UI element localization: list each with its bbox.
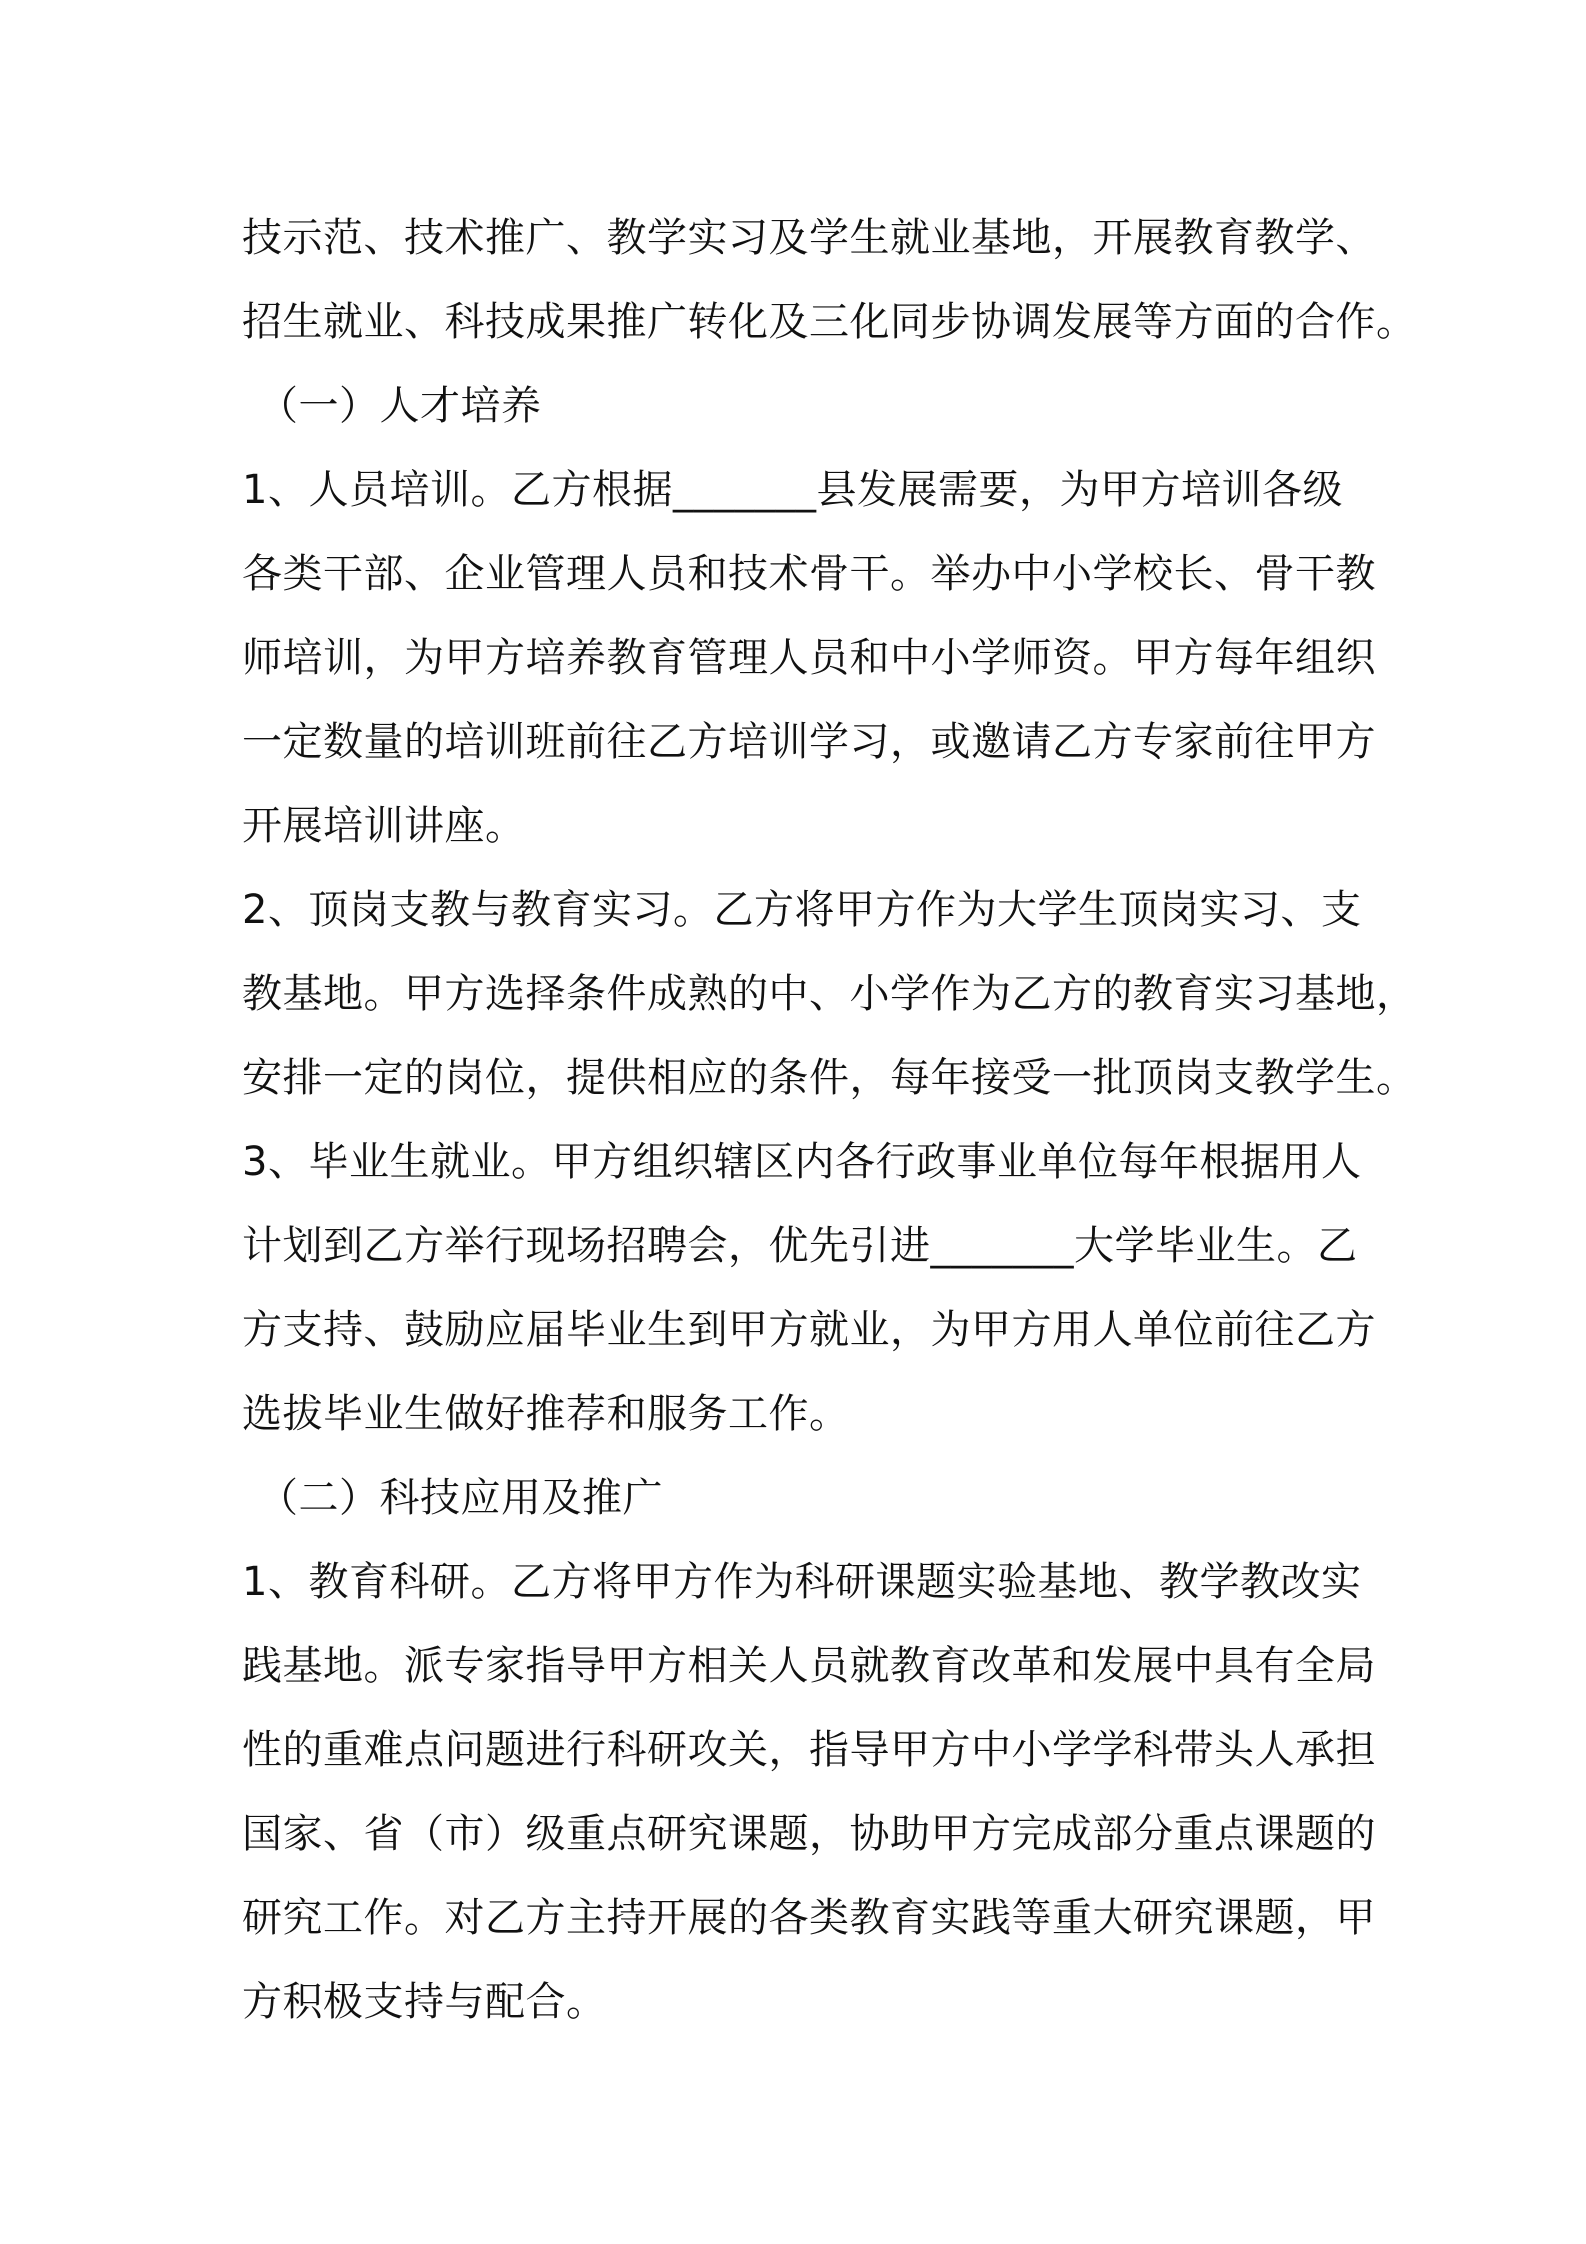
text-line-4: 1、人员培训。乙方根据_______县发展需要，为甲方培训各级 xyxy=(242,467,1343,513)
text-line-15: 选拔毕业生做好推荐和服务工作。 xyxy=(242,1391,850,1437)
text-line-9: 2、顶岗支教与教育实习。乙方将甲方作为大学生顶岗实习、支 xyxy=(242,887,1362,933)
section-heading-talent-training: （一）人才培养 xyxy=(258,383,542,429)
text-line-8: 开展培训讲座。 xyxy=(242,803,526,849)
text-line-22: 方积极支持与配合。 xyxy=(242,1979,607,2025)
text-line-6: 师培训，为甲方培养教育管理人员和中小学师资。甲方每年组织 xyxy=(242,635,1376,681)
text-line-21: 研究工作。对乙方主持开展的各类教育实践等重大研究课题，甲 xyxy=(242,1895,1376,1941)
text-line-5: 各类干部、企业管理人员和技术骨干。举办中小学校长、骨干教 xyxy=(242,551,1376,597)
text-line-11: 安排一定的岗位，提供相应的条件，每年接受一批顶岗支教学生。 xyxy=(242,1055,1417,1101)
text-line-7: 一定数量的培训班前往乙方培训学习，或邀请乙方专家前往甲方 xyxy=(242,719,1376,765)
text-line-13: 计划到乙方举行现场招聘会，优先引进_______大学毕业生。乙 xyxy=(242,1223,1358,1269)
text-line-2: 招生就业、科技成果推广转化及三化同步协调发展等方面的合作。 xyxy=(242,299,1417,345)
text-line-19: 性的重难点问题进行科研攻关，指导甲方中小学学科带头人承担 xyxy=(242,1727,1376,1773)
section-heading-tech-application: （二）科技应用及推广 xyxy=(258,1475,663,1521)
text-line-18: 践基地。派专家指导甲方相关人员就教育改革和发展中具有全局 xyxy=(242,1643,1376,1689)
text-line-20: 国家、省（市）级重点研究课题，协助甲方完成部分重点课题的 xyxy=(242,1811,1376,1857)
text-line-17: 1、教育科研。乙方将甲方作为科研课题实验基地、教学教改实 xyxy=(242,1559,1362,1605)
text-line-1: 技示范、技术推广、教学实习及学生就业基地，开展教育教学、 xyxy=(242,215,1376,261)
text-line-12: 3、毕业生就业。甲方组织辖区内各行政事业单位每年根据用人 xyxy=(242,1139,1362,1185)
text-line-14: 方支持、鼓励应届毕业生到甲方就业，为甲方用人单位前往乙方 xyxy=(242,1307,1376,1353)
document-body xyxy=(242,196,1417,2044)
text-line-10: 教基地。甲方选择条件成熟的中、小学作为乙方的教育实习基地， xyxy=(242,971,1417,1017)
